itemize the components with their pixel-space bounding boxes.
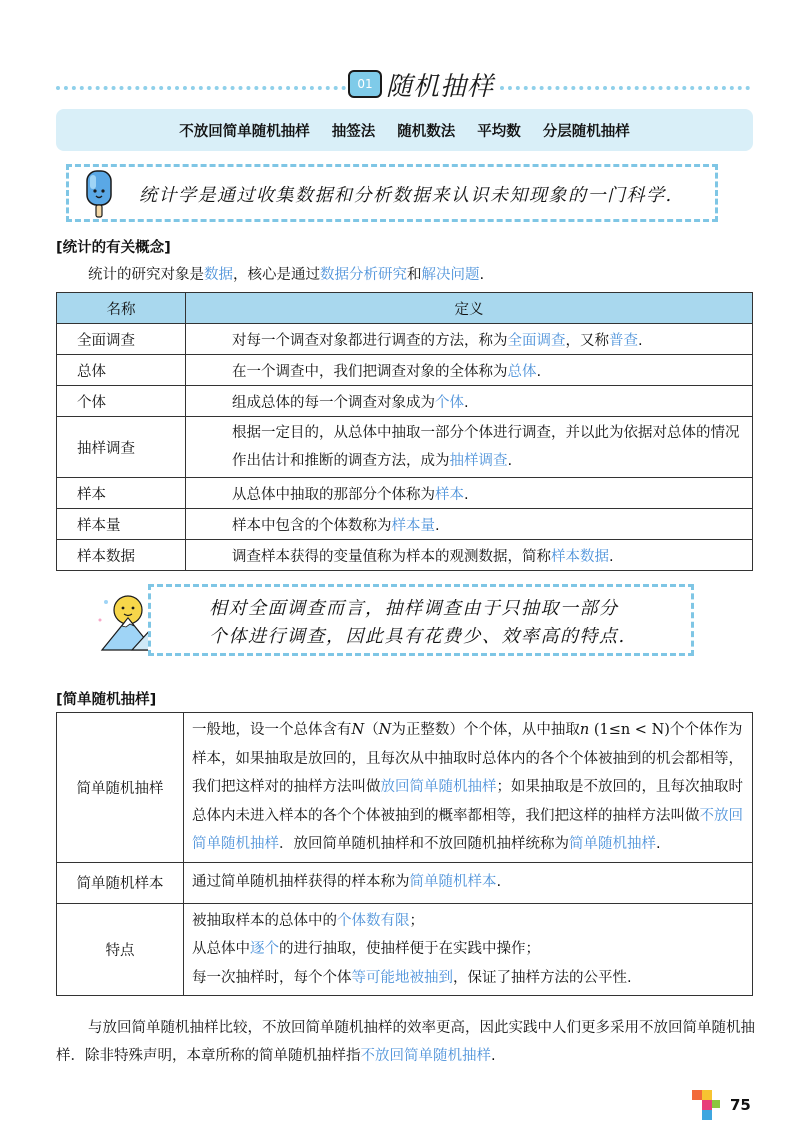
intro-text: ，核心是通过 [233,267,320,283]
definition-text: . [435,517,440,534]
definition-text: . [496,874,502,891]
term-name: 简单随机抽样 [57,713,184,863]
term-name: 总体 [57,355,186,386]
concepts-table [56,292,753,571]
definition-text: ，又称 [565,332,609,349]
table-row [57,386,753,417]
term-definition [184,903,753,996]
highlight-term: 简单随机样本 [409,874,497,891]
term-name: 全面调查 [57,324,186,355]
table-row [57,509,753,540]
concepts-heading: [统计的有关概念] [56,240,171,256]
simple-sampling-heading: [简单随机抽样] [56,692,157,708]
term-definition [186,355,753,386]
highlight-term: 不放回简单随机抽样 [192,807,743,852]
definition-text: 从总体中抽取的那部分个体称为 [232,486,435,503]
term-name: 样本数据 [57,540,186,571]
definition-text: . [536,363,542,380]
term-definition [186,478,753,509]
page-number: 75 [730,1096,751,1114]
feature-line [192,935,746,964]
definition-text: . [638,332,643,349]
definition-text: 对每一个调查对象都进行调查的方法，称为 [232,332,508,349]
definition-text: . [507,453,513,469]
table-row [57,713,753,863]
term-name: 样本 [57,478,186,509]
definition-text: . [656,836,661,852]
definition-text: 样本中包含的个体数称为 [232,517,392,534]
highlight-term: 等可能地被抽到 [351,969,453,986]
column-header: 名称 [57,293,186,324]
definition-text: 每一次抽样时，每个个体 [192,969,352,986]
quote-line: 相对全面调查而言，抽样调查由于只抽取一部分 [209,598,619,619]
keyword: 抽签法 [331,123,376,140]
keyword: 随机数法 [397,123,456,140]
quote-text: 统计学是通过收集数据和分析数据来认识未知现象的一门科学. [139,185,673,206]
definition-text: 为正整数）个个体，从中抽取 [391,722,580,738]
term-definition [184,713,753,863]
highlight-term: 全面调查 [507,332,566,349]
definition-text: . [464,486,469,503]
keyword: 分层随机抽样 [542,123,630,140]
paragraph-text: . [491,1048,496,1064]
highlight-term: 抽样调查 [449,453,508,469]
term-definition [186,386,753,417]
highlight-term: 数据分析研究 [320,267,407,283]
highlight-term: 个体 [435,394,464,411]
table-row [57,355,753,386]
dotted-divider-right [500,86,750,90]
intro-text: 统计的研究对象是 [88,267,204,283]
definition-text: ；如果抽取是不放回的，且每次抽取时总体内未进入样本的各个个体被抽到的概率都相等，我们把这样的抽样方法叫做 [192,779,743,824]
definition-text: 根据一定目的，从总体中抽取一部分个体进行调查，并以此为依据对总体的情况作出估计和推断的调查方法，成为 [232,425,740,469]
feature-line [192,964,746,993]
definition-text: 个个体作为样本，如果抽取是放回的，且每次从中抽取时总体内的各个个体被抽到的机会都相等，我们把这样对的抽样方法叫做 [192,722,743,795]
term-name: 特点 [57,903,184,996]
definition-text: 组成总体的每一个调查对象成为 [232,394,435,411]
keyword: 平均数 [477,123,521,140]
keyword: 不放回简单随机抽样 [179,123,310,140]
term-name: 个体 [57,386,186,417]
column-header: 定义 [186,293,753,324]
term-name: 样本量 [57,509,186,540]
quote-box-statistics [66,164,718,222]
quote-line: 个体进行调查，因此具有花费少、效率高的特点. [209,626,626,647]
highlight-term: 不放回简单随机抽样 [360,1048,491,1064]
definition-text: 在一个调查中，我们把调查对象的全体称为 [232,363,508,380]
highlight-term: 样本 [435,486,464,503]
definition-text: 一般地，设一个总体含有 [192,722,352,738]
highlight-term: 逐个 [250,941,279,957]
definition-text: 的进行抽取，使抽样便于在实践中操作； [279,941,540,957]
table-row [57,903,753,996]
definition-text: . [609,548,614,565]
term-definition [186,509,753,540]
math-condition: (1≤n < N) [593,722,670,738]
table-row [57,540,753,571]
definition-text: ，保证了抽样方法的公平性. [453,969,632,986]
popsicle-icon [81,169,117,219]
intro-text: 和 [407,267,422,283]
definition-text: （ [364,722,379,738]
table-header-row [57,293,753,324]
highlight-term: 样本数据 [551,548,609,565]
definition-text: ； [409,912,424,929]
term-definition [186,540,753,571]
section-number: 01 [348,70,382,98]
definition-text: ．放回简单随机抽样和不放回随机抽样统称为 [279,836,569,852]
dotted-divider-left [56,86,346,90]
highlight-term: 总体 [507,363,537,380]
highlight-term: 简单随机抽样 [569,836,656,852]
section-title: 随机抽样 [386,72,495,102]
concepts-intro [56,260,756,290]
paragraph-text: 与放回简单随机抽样比较，不放回简单随机抽样的效率更高，因此实践中人们更多采用不放回简单随机抽样．除非特殊声明，本章所称的简单随机抽样指 [56,1020,755,1064]
highlight-term: 个体数有限 [337,912,410,929]
math-variable: N [378,722,392,738]
logo-icon [690,1088,722,1122]
term-name: 简单随机样本 [57,862,184,903]
conclusion-paragraph [56,1014,756,1070]
term-definition [186,324,753,355]
definition-text: 通过简单随机抽样获得的样本称为 [192,874,410,891]
definition-text: 调查样本获得的变量值称为样本的观测数据，简称 [232,548,551,565]
table-row [57,417,753,478]
highlight-term: 样本量 [391,517,435,534]
keywords-bar [56,109,753,151]
simple-sampling-table [56,712,753,996]
term-definition [184,862,753,903]
quote-box-sampling [148,584,694,656]
highlight-term: 普查 [609,332,638,349]
highlight-term: 放回简单随机抽样 [380,779,497,795]
definition-text: 被抽取样本的总体中的 [192,912,337,929]
definition-text: 从总体中 [192,941,250,957]
highlight-term: 数据 [204,267,233,283]
quote-text [209,595,626,651]
intro-text: . [479,267,485,283]
math-variable: N [351,722,365,738]
table-row [57,324,753,355]
feature-line [192,907,746,936]
term-definition [186,417,753,478]
math-variable: n [579,722,590,738]
definition-text: . [464,394,469,411]
term-name: 抽样调查 [57,417,186,478]
highlight-term: 解决问题 [421,267,480,283]
table-row [57,862,753,903]
table-row [57,478,753,509]
